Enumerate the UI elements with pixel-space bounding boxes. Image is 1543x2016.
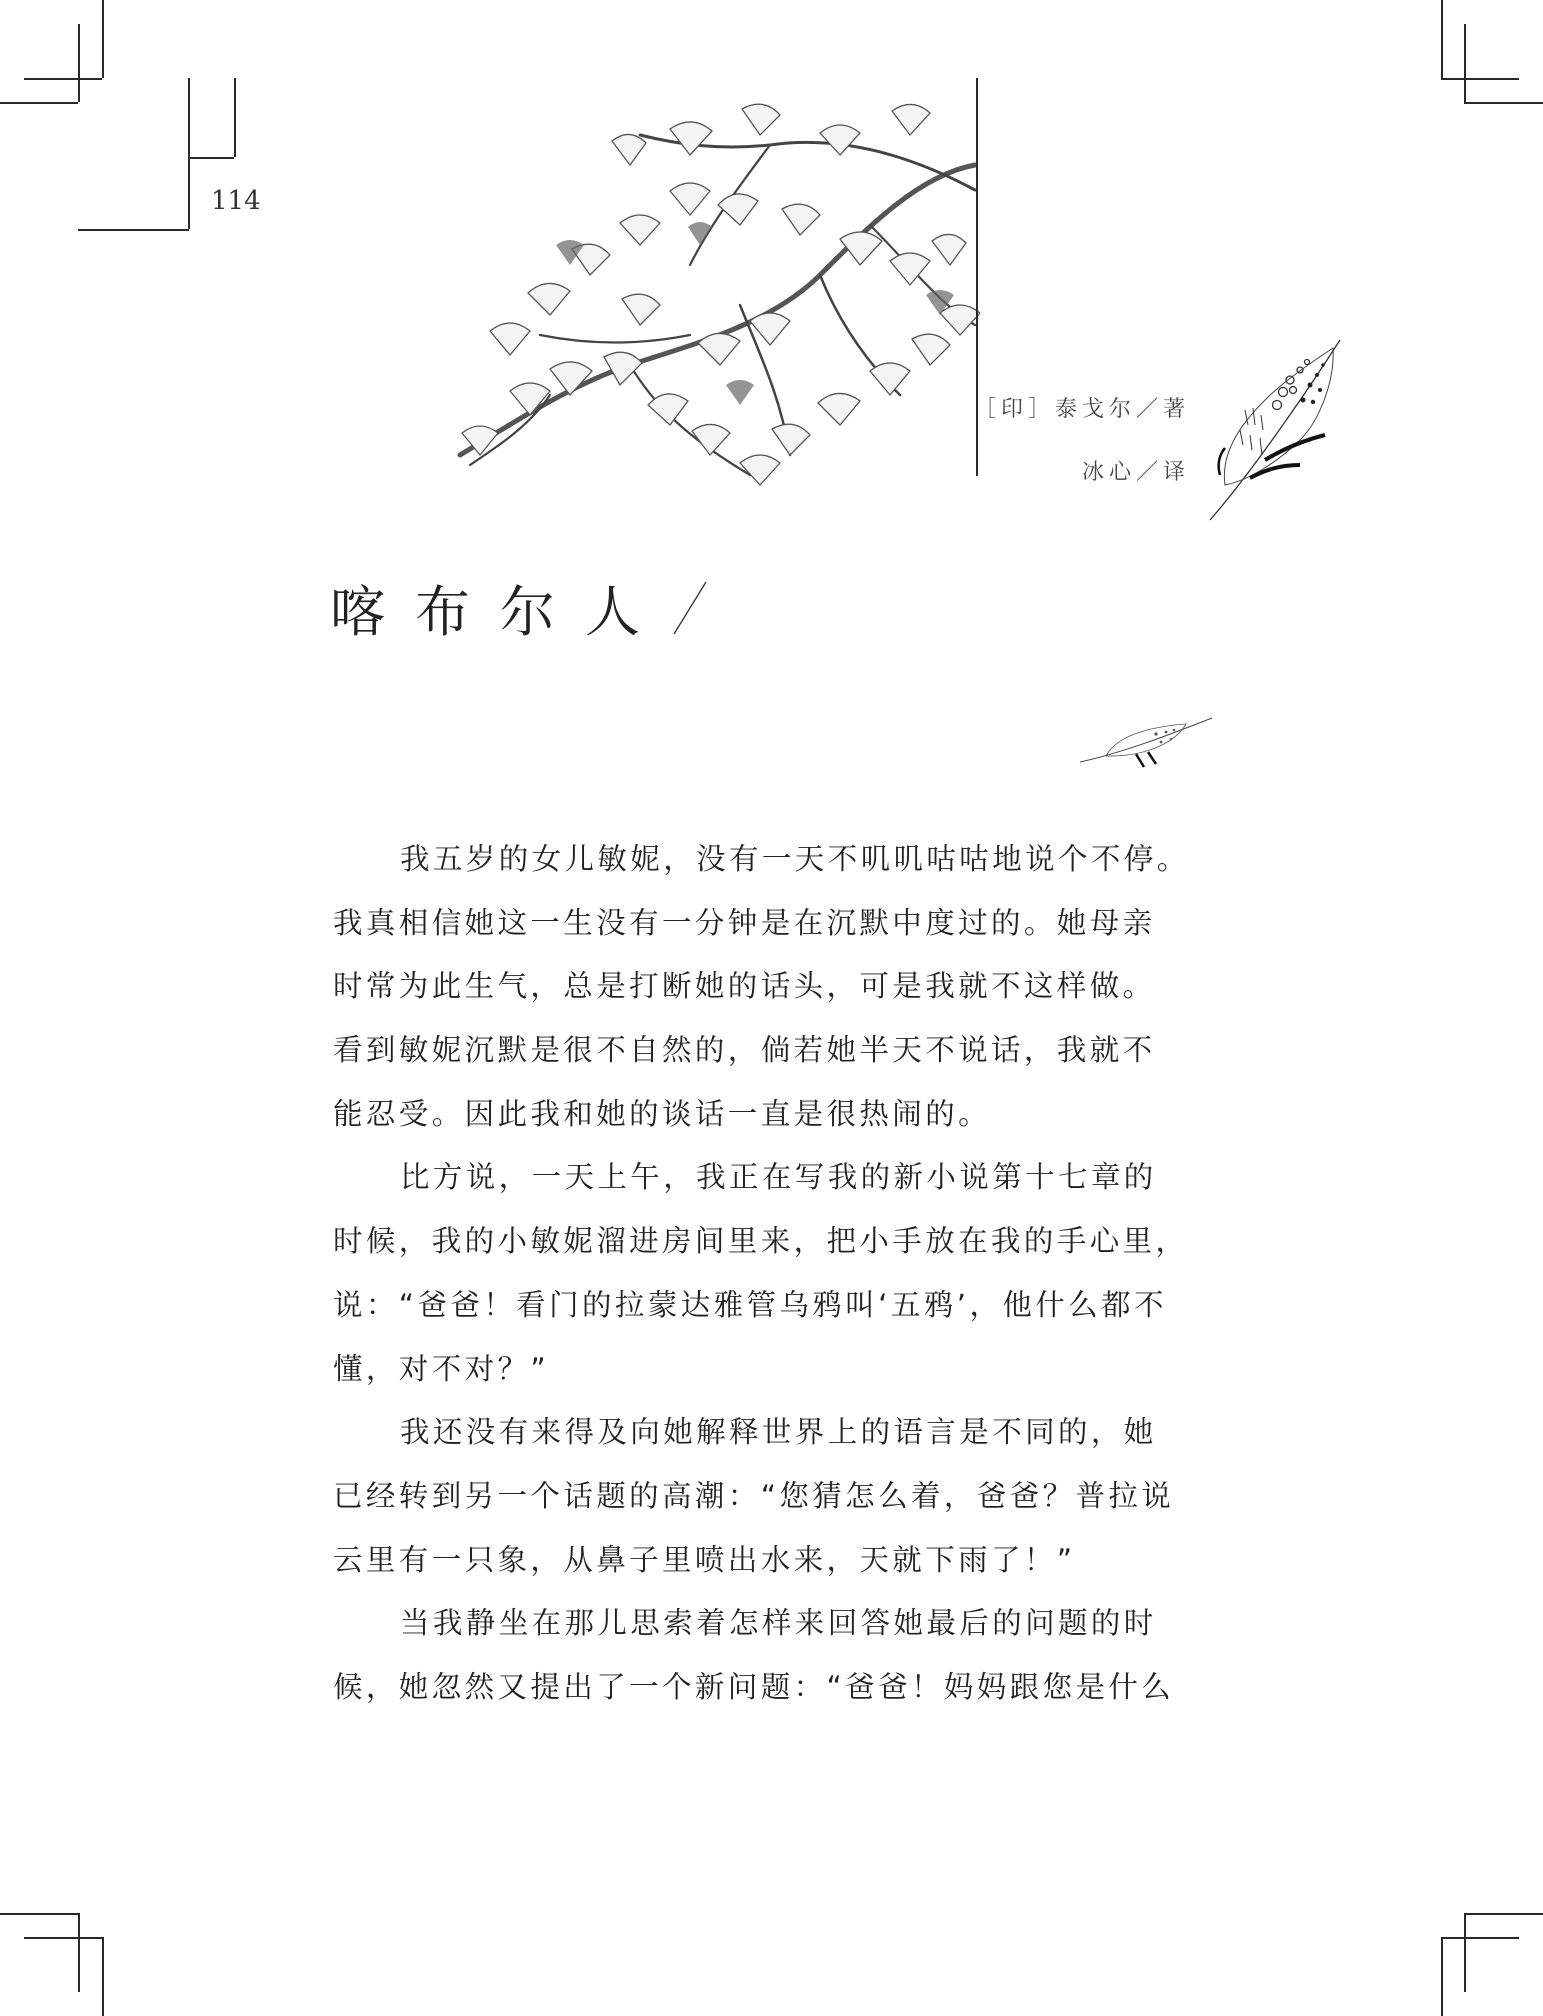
crop-mark: [1441, 1937, 1443, 2016]
author-credit: ［印］泰戈尔／著: [973, 397, 1190, 422]
chapter-title: 喀布尔人: [330, 580, 671, 644]
paragraph-line: 时常为此生气，总是打断她的话头，可是我就不这样做。: [333, 969, 1156, 1004]
paragraph-line: 说：“爸爸！看门的拉蒙达雅管乌鸦叫‘五鸦’，他什么都不: [333, 1287, 1167, 1322]
crop-mark: [102, 0, 104, 78]
crop-mark: [1441, 1937, 1519, 1939]
paragraph-line: 懂，对不对？”: [333, 1351, 550, 1386]
paragraph-line: 比方说，一天上午，我正在写我的新小说第十七章的: [400, 1160, 1157, 1195]
paragraph-line: 时候，我的小敏妮溜进房间里来，把小手放在我的手心里，: [333, 1224, 1189, 1259]
paragraph-line: 我真相信她这一生没有一分钟是在沉默中度过的。她母亲: [333, 905, 1156, 940]
crop-mark: [1441, 0, 1443, 78]
paragraph-line: 我五岁的女儿敏妮，没有一天不叽叽咕咕地说个不停。: [400, 842, 1190, 876]
crop-mark: [1464, 1913, 1466, 1992]
paragraph-line: 我还没有来得及向她解释世界上的语言是不同的，她: [400, 1415, 1157, 1450]
crop-mark: [78, 1913, 80, 1992]
paragraph-line: 当我静坐在那儿思索着怎样来回答她最后的问题的时: [400, 1606, 1157, 1641]
body-text: [333, 828, 1203, 1720]
title-slash-decoration: [672, 580, 708, 636]
crop-mark: [1464, 24, 1466, 102]
translator-credit: 冰心／译: [1081, 460, 1190, 485]
feather-icon: [1076, 712, 1216, 768]
page-number-frame: [188, 157, 234, 159]
paragraph-line: 能忍受。因此我和她的谈话一直是很热闹的。: [333, 1096, 992, 1131]
crop-mark: [0, 102, 78, 104]
paragraph-line: 云里有一只象，从鼻子里喷出水来，天就下雨了！”: [333, 1542, 1076, 1577]
crop-mark: [24, 78, 102, 80]
paragraph-line: 已经转到另一个话题的高潮：“您猜怎么着，爸爸？普拉说: [333, 1478, 1175, 1513]
crop-mark: [1464, 102, 1543, 104]
paragraph-line: 看到敏妮沉默是很不自然的，倘若她半天不说话，我就不: [333, 1033, 1156, 1068]
page-number: 114: [211, 186, 261, 216]
ginkgo-branch-illustration: [440, 95, 980, 500]
crop-mark: [1441, 78, 1519, 80]
crop-mark: [78, 24, 80, 102]
crop-mark: [102, 1937, 104, 2016]
page-number-frame: [234, 78, 236, 157]
crop-mark: [24, 1937, 102, 1939]
crop-mark: [1464, 1913, 1543, 1915]
crop-mark: [0, 1913, 78, 1915]
page-number-frame: [78, 229, 189, 231]
paragraph-line: 候，她忽然又提出了一个新问题：“爸爸！妈妈跟您是什么: [333, 1669, 1175, 1704]
feather-icon: [1205, 330, 1345, 525]
page-number-frame: [188, 78, 190, 229]
